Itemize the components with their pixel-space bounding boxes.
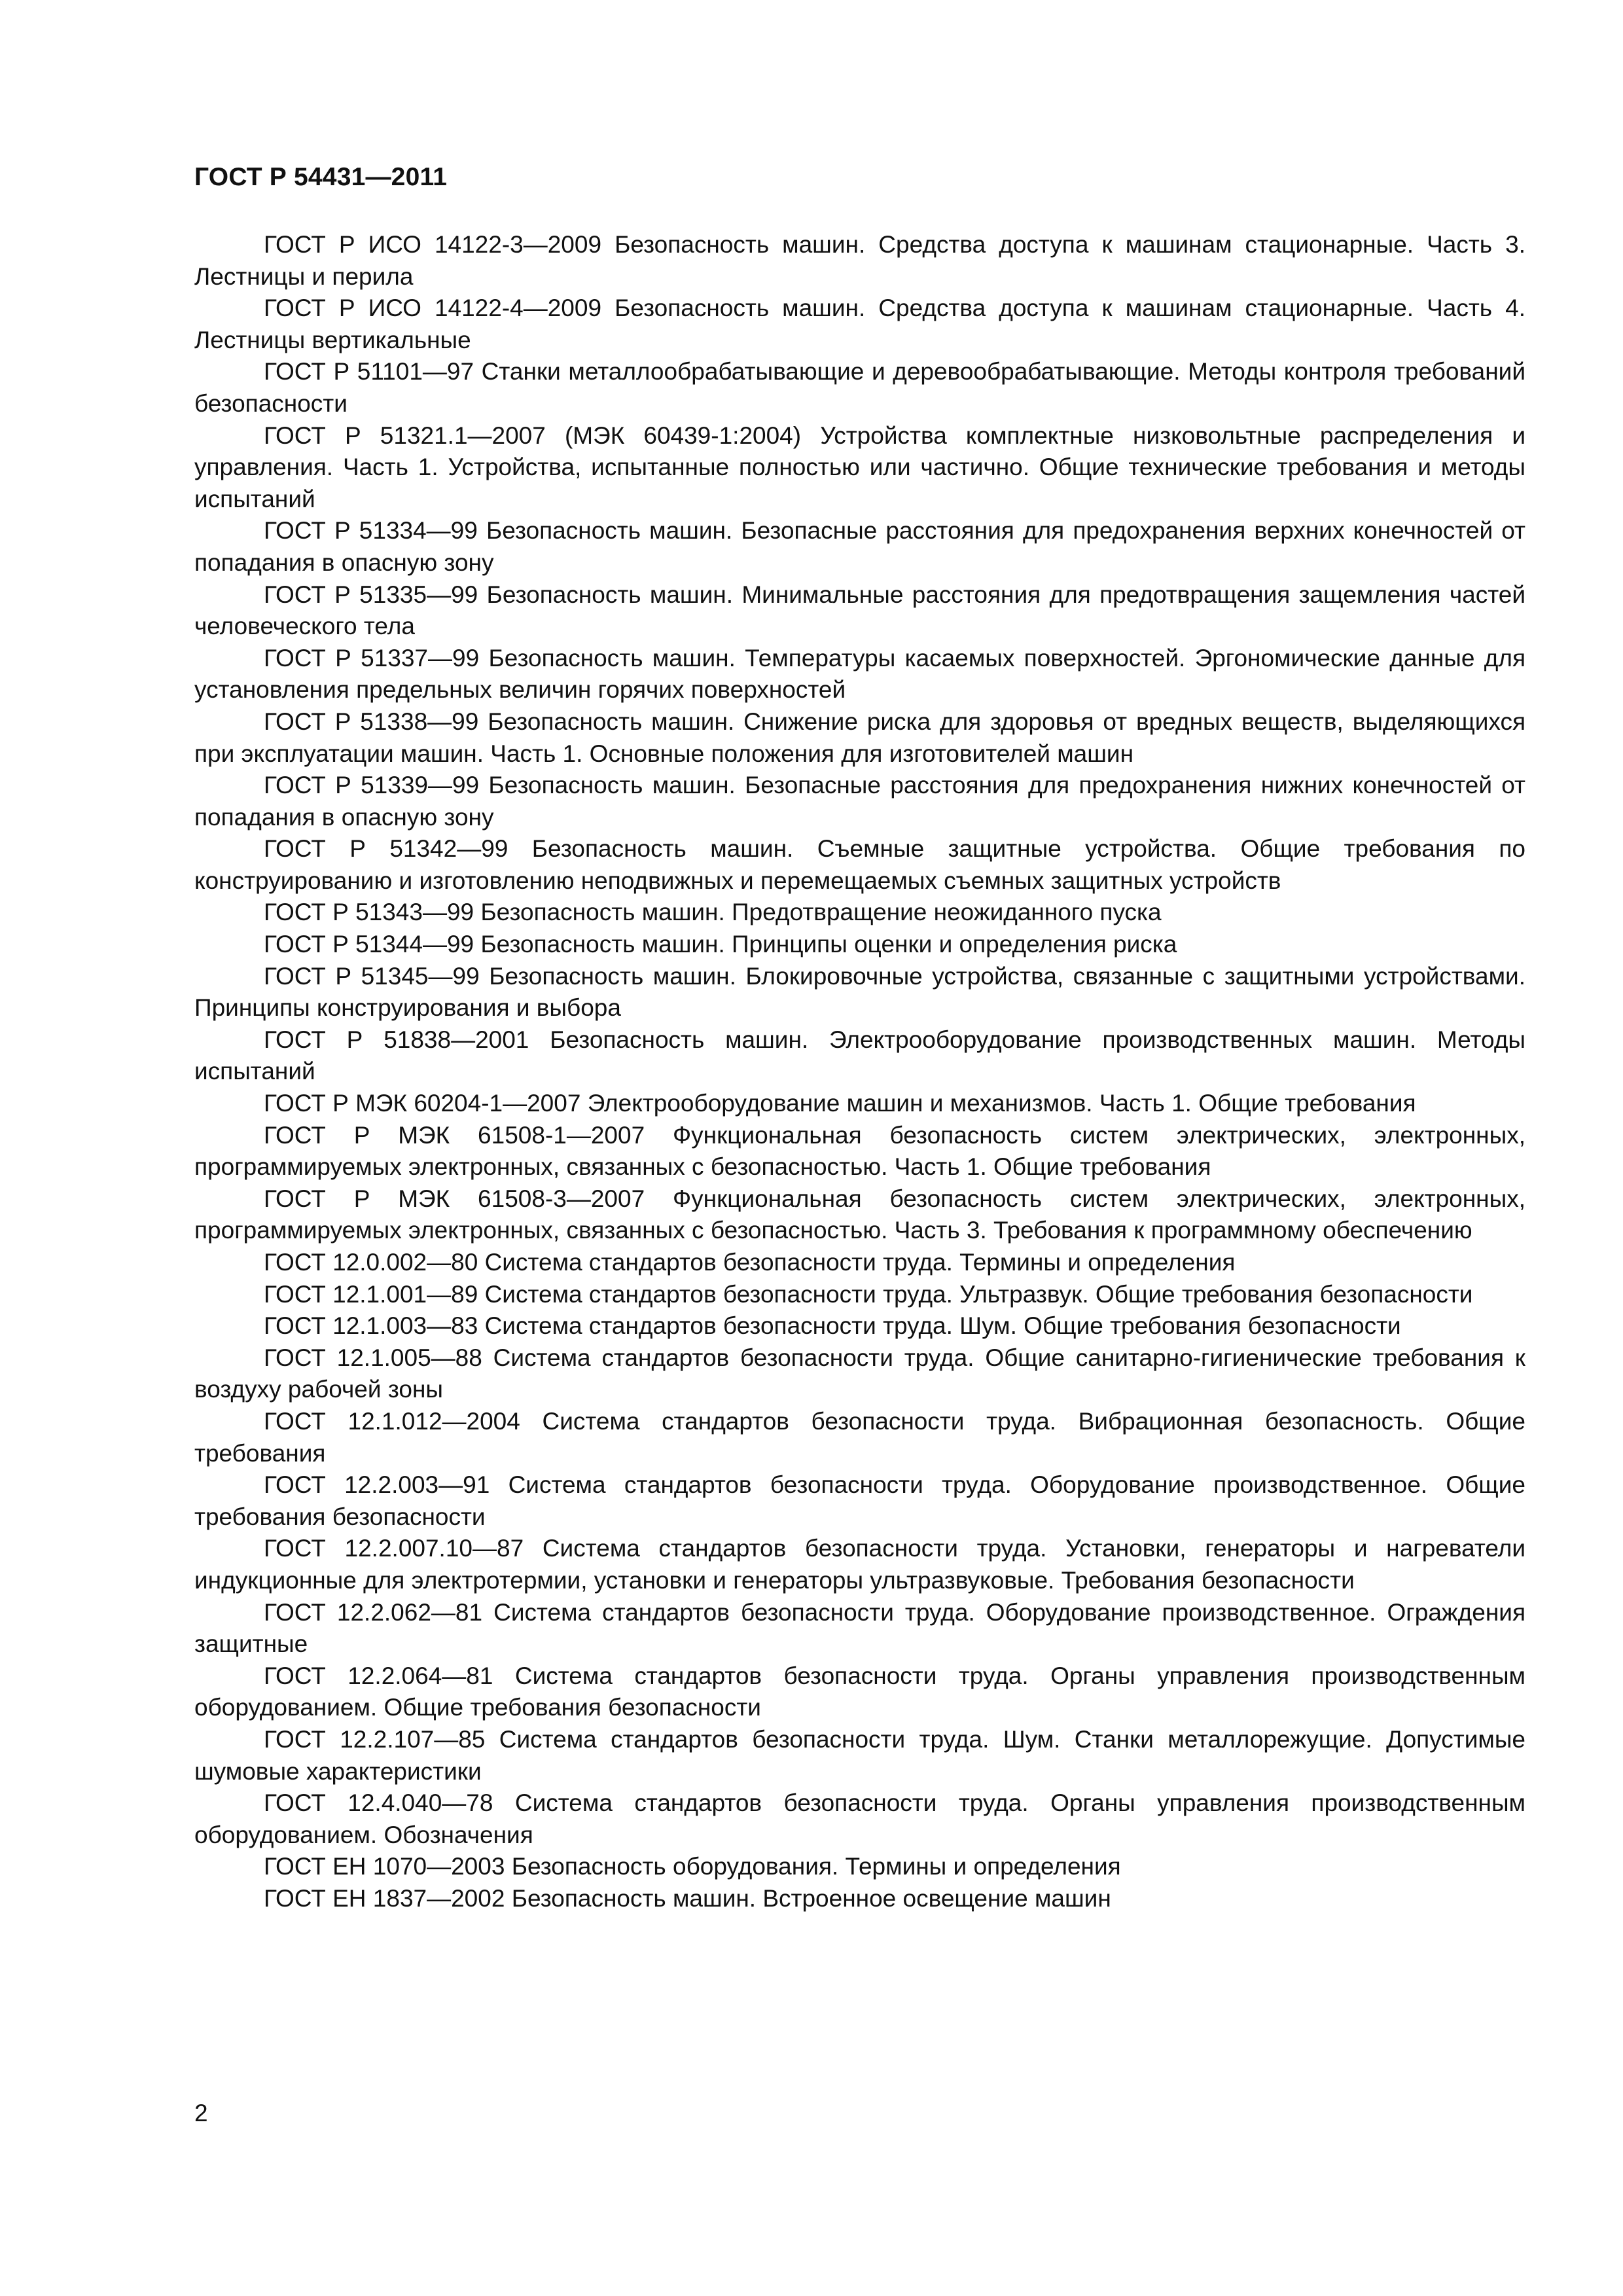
normative-references-list [194, 229, 1525, 1914]
reference-item: ГОСТ Р МЭК 60204-1—2007 Электрооборудование машин и механизмов. Часть 1. Общие требования [264, 1090, 1416, 1117]
reference-item: ГОСТ Р МЭК 61508-1—2007 Функциональная безопасность систем электрических, электронных, программируемых электронных, связанных с безопасностью. Часть 1. Общие требования [194, 1121, 1525, 1181]
reference-item: ГОСТ Р 51337—99 Безопасность машин. Температуры касаемых поверхностей. Эргономические данные для установления предельных величин горячих поверхностей [194, 644, 1525, 704]
reference-item: ГОСТ Р 51343—99 Безопасность машин. Предотвращение неожиданного пуска [264, 899, 1162, 926]
reference-item: ГОСТ Р 51345—99 Безопасность машин. Блокировочные устройства, связанные с защитными устройствами. Принципы конструирования и выбора [194, 962, 1525, 1022]
reference-item: ГОСТ 12.4.040—78 Система стандартов безопасности труда. Органы управления производственным оборудованием. Обозначения [194, 1789, 1525, 1848]
reference-item: ГОСТ Р 51344—99 Безопасность машин. Принципы оценки и определения риска [264, 931, 1177, 958]
reference-item: ГОСТ Р 51838—2001 Безопасность машин. Электрооборудование производственных машин. Методы испытаний [194, 1026, 1525, 1085]
reference-item: ГОСТ Р 51101—97 Станки металлообрабатывающие и деревообрабатывающие. Методы контроля требований безопасности [194, 358, 1525, 417]
document-header-title: ГОСТ Р 54431—2011 [194, 163, 448, 191]
reference-item: ГОСТ Р 51334—99 Безопасность машин. Безопасные расстояния для предохранения верхних конечностей от попадания в опасную зону [194, 517, 1525, 576]
reference-item: ГОСТ Р 51338—99 Безопасность машин. Снижение риска для здоровья от вредных веществ, выделяющихся при эксплуатации машин. Часть 1. Основные положения для изготовителей машин [194, 708, 1525, 767]
reference-item: ГОСТ 12.2.064—81 Система стандартов безопасности труда. Органы управления производственным оборудованием. Общие требования безопасности [194, 1662, 1525, 1721]
reference-item: ГОСТ 12.2.107—85 Система стандартов безопасности труда. Шум. Станки металлорежущие. Допустимые шумовые характеристики [194, 1725, 1525, 1785]
reference-item: ГОСТ 12.1.003—83 Система стандартов безопасности труда. Шум. Общие требования безопасности [264, 1312, 1401, 1340]
reference-item: ГОСТ Р 51321.1—2007 (МЭК 60439-1:2004) Устройства комплектные низковольтные распределения и управления. Часть 1. Устройства, испытанные полностью или частично. Общие технические требования и методы испытаний [194, 422, 1525, 512]
reference-item: ГОСТ 12.1.012—2004 Система стандартов безопасности труда. Вибрационная безопасность. Общие требования [194, 1407, 1525, 1467]
reference-item: ГОСТ 12.1.001—89 Система стандартов безопасности труда. Ультразвук. Общие требования безопасности [264, 1280, 1473, 1308]
reference-item: ГОСТ 12.2.003—91 Система стандартов безопасности труда. Оборудование производственное. Общие требования безопасности [194, 1471, 1525, 1530]
reference-item: ГОСТ 12.2.062—81 Система стандартов безопасности труда. Оборудование производственное. Ограждения защитные [194, 1598, 1525, 1658]
reference-item: ГОСТ ЕН 1070—2003 Безопасность оборудования. Термины и определения [264, 1853, 1121, 1880]
reference-item: ГОСТ ЕН 1837—2002 Безопасность машин. Встроенное освещение машин [264, 1884, 1111, 1912]
reference-item: ГОСТ 12.2.007.10—87 Система стандартов безопасности труда. Установки, генераторы и нагреватели индукционные для электротермии, установки и генераторы ультразвуковые. Требования безопасности [194, 1535, 1525, 1594]
reference-item: ГОСТ Р ИСО 14122-3—2009 Безопасность машин. Средства доступа к машинам стационарные. Часть 3. Лестницы и перила [194, 231, 1525, 290]
reference-item: ГОСТ 12.0.002—80 Система стандартов безопасности труда. Термины и определения [264, 1249, 1236, 1276]
page-number: 2 [194, 2100, 208, 2126]
reference-item: ГОСТ Р 51339—99 Безопасность машин. Безопасные расстояния для предохранения нижних конечностей от попадания в опасную зону [194, 772, 1525, 831]
reference-item: ГОСТ 12.1.005—88 Система стандартов безопасности труда. Общие санитарно-гигиенические требования к воздуху рабочей зоны [194, 1344, 1525, 1403]
reference-item: ГОСТ Р ИСО 14122-4—2009 Безопасность машин. Средства доступа к машинам стационарные. Часть 4. Лестницы вертикальные [194, 295, 1525, 353]
reference-item: ГОСТ Р 51342—99 Безопасность машин. Съемные защитные устройства. Общие требования по конструированию и изготовлению неподвижных и перемещаемых съемных защитных устройств [194, 835, 1525, 894]
reference-item: ГОСТ Р МЭК 61508-3—2007 Функциональная безопасность систем электрических, электронных, программируемых электронных, связанных с безопасностью. Часть 3. Требования к программному обеспечению [194, 1185, 1525, 1244]
reference-item: ГОСТ Р 51335—99 Безопасность машин. Минимальные расстояния для предотвращения защемления частей человеческого тела [194, 581, 1525, 640]
